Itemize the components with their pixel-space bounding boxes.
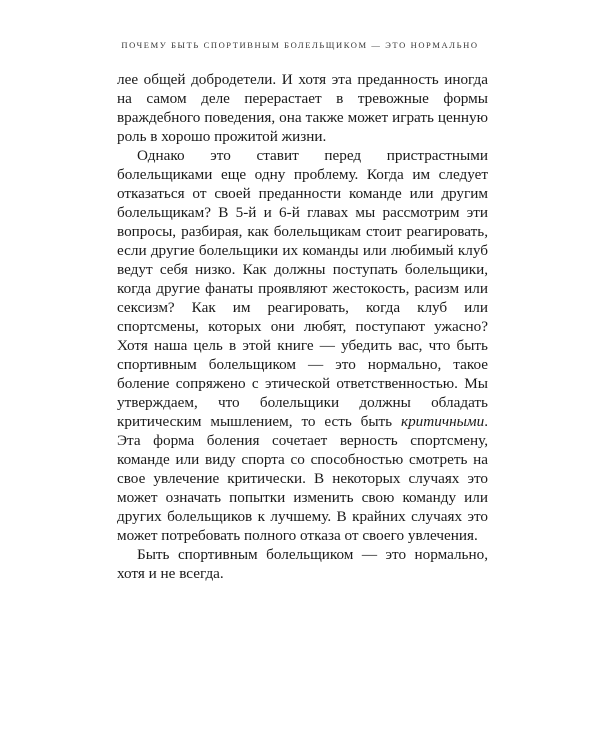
paragraph-1: лее общей добродетели. И хотя эта преданность иногда на самом деле перерастает в тревожные формы враждебного поведения, она также может играть ценную роль в хорошо прожитой жизни.: [117, 71, 488, 145]
paragraph-2: [117, 146, 488, 545]
paragraph-2-text-before: Однако это ставит перед пристрастными болельщиками еще одну проблему. Когда им следует отказаться от своей преданности команде или другим болельщикам? В 5-й и 6-й главах мы рассмотрим эти вопросы, разбирая, как болельщикам стоит реагировать, если другие болельщики их команды или любимый клуб ведут себя низко. Как должны поступать болельщики, когда другие фанаты проявляют жестокость, расизм или сексизм? Как им реагировать, когда клуб или спортсмены, которых они любят, поступают ужасно? Хотя наша цель в этой книге — убедить вас, что быть спортивным болельщиком — это нормально, такое боление сопряжено с этической ответственностью. Мы утверждаем, что болельщики должны обладать критическим мышлением, то есть быть: [117, 147, 488, 430]
paragraph-3: Быть спортивным болельщиком — это нормально, хотя и не всегда.: [117, 546, 488, 582]
paragraph-2-text-after: . Эта форма боления сочетает верность спортсмену, команде или виду спорта со способностью смотреть на свое увлечение критически. В некоторых случаях это может означать попытки изменить свою команду или других болельщиков к лучшему. В крайних случаях это может потребовать полного отказа от своего увлечения.: [117, 413, 488, 544]
running-header: ПОЧЕМУ БЫТЬ СПОРТИВНЫМ БОЛЕЛЬЩИКОМ — ЭТО НОРМАЛЬНО: [121, 40, 479, 50]
paragraph-2-italic-term: критичными: [400, 413, 485, 430]
page-body: [117, 70, 488, 583]
